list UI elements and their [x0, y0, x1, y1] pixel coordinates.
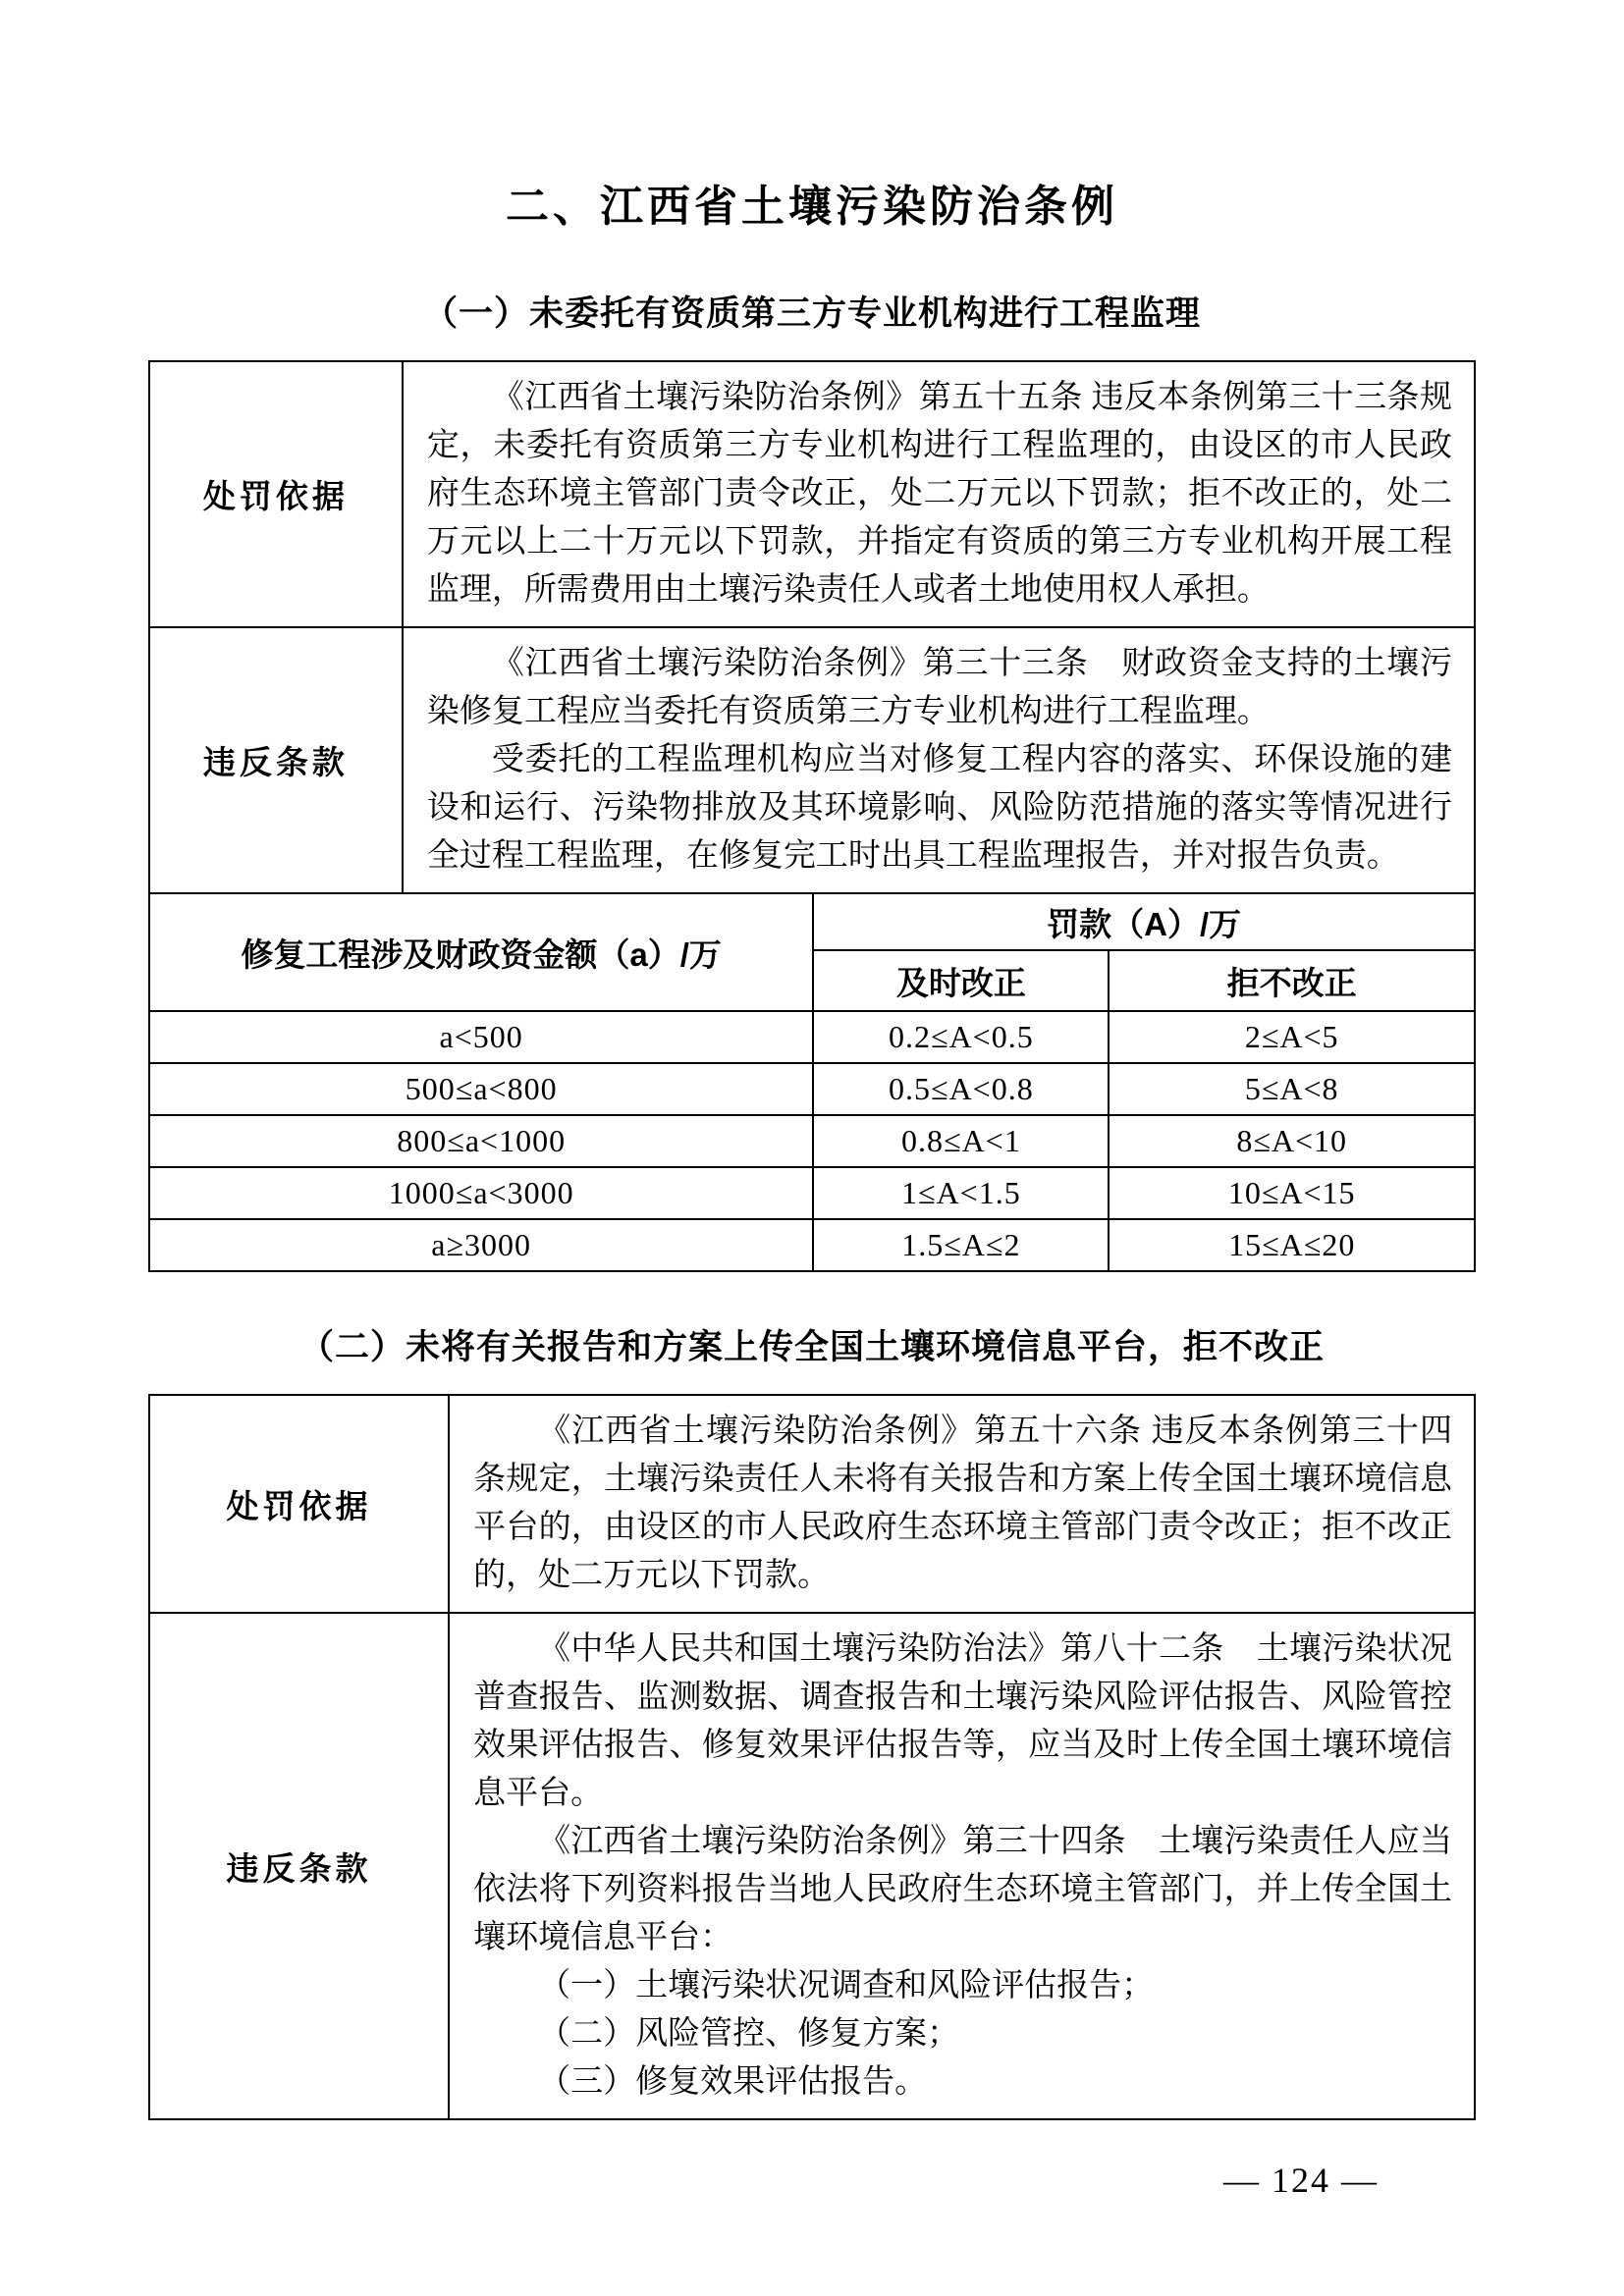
- section2-info-table: [148, 1394, 1476, 2120]
- fine-table-row: [149, 1115, 1475, 1167]
- funds-range: 500≤a<800: [149, 1063, 813, 1115]
- funds-range: a≥3000: [149, 1219, 813, 1271]
- fine-timely: 0.5≤A<0.8: [813, 1063, 1109, 1115]
- paragraph: 《江西省土壤污染防治条例》第三十三条 财政资金支持的土壤污染修复工程应当委托有资质第三方专业机构进行工程监理。: [426, 646, 1452, 729]
- fine-refuse: 5≤A<8: [1109, 1063, 1475, 1115]
- row-label-penalty-basis: 处罚依据: [149, 361, 403, 627]
- page-number: — 124 —: [1223, 2161, 1379, 2200]
- funds-range: a<500: [149, 1011, 813, 1063]
- row-label-violated-clause: 违反条款: [149, 1613, 449, 2119]
- fine-refuse: 15≤A≤20: [1109, 1219, 1475, 1271]
- fine-refuse: 10≤A<15: [1109, 1167, 1475, 1219]
- fine-timely: 0.8≤A<1: [813, 1115, 1109, 1167]
- fine-col-funds-header: 修复工程涉及财政资金额（a）/万: [149, 893, 813, 1011]
- table-row-violated-clause: [149, 627, 1475, 893]
- fine-timely: 1.5≤A≤2: [813, 1219, 1109, 1271]
- penalty-basis-content: [449, 1395, 1475, 1613]
- paragraph: 《中华人民共和国土壤污染防治法》第八十二条 土壤污染状况普查报告、监测数据、调查报告和土壤污染风险评估报告、风险管控效果评估报告、修复效果评估报告等，应当及时上传全国土壤环境信息平台。: [473, 1631, 1452, 1811]
- paragraph: 《江西省土壤污染防治条例》第五十五条 违反本条例第三十三条规定，未委托有资质第三方专业机构进行工程监理的，由设区的市人民政府生态环境主管部门责令改正，处二万元以下罚款；拒不改正的，处二万元以上二十万元以下罚款，并指定有资质的第三方专业机构开展工程监理，所需费用由土壤污染责任人或者土地使用权人承担。: [426, 380, 1452, 608]
- paragraph: 《江西省土壤污染防治条例》第三十四条 土壤污染责任人应当依法将下列资料报告当地人民政府生态环境主管部门，并上传全国土壤环境信息平台：: [473, 1824, 1452, 1955]
- page-footer: [0, 2160, 1624, 2201]
- table-row-penalty-basis: [149, 361, 1475, 627]
- funds-range: 800≤a<1000: [149, 1115, 813, 1167]
- fine-table-header-row: [149, 893, 1475, 950]
- fine-table-row: [149, 1219, 1475, 1271]
- fine-timely: 1≤A<1.5: [813, 1167, 1109, 1219]
- row-label-violated-clause: 违反条款: [149, 627, 403, 893]
- page-title: 二、江西省土壤污染防治条例: [506, 183, 1118, 231]
- fine-table-row: [149, 1011, 1475, 1063]
- violated-clause-content: [449, 1613, 1475, 2119]
- penalty-basis-content: [403, 361, 1475, 627]
- list-item: （一）土壤污染状况调查和风险评估报告；: [538, 1968, 1155, 2003]
- violated-clause-content: [403, 627, 1475, 893]
- fine-col-timely-header: 及时改正: [813, 950, 1109, 1011]
- paragraph: 《江西省土壤污染防治条例》第五十六条 违反本条例第三十四条规定，土壤污染责任人未将有关报告和方案上传全国土壤环境信息平台的，由设区的市人民政府生态环境主管部门责令改正；拒不改正的，处二万元以下罚款。: [473, 1414, 1452, 1593]
- fine-amount-table: [148, 892, 1476, 1272]
- section2-heading: （二）未将有关报告和方案上传全国土壤环境信息平台，拒不改正: [298, 1328, 1325, 1366]
- fine-timely: 0.2≤A<0.5: [813, 1011, 1109, 1063]
- list-item: （二）风险管控、修复方案；: [538, 2016, 960, 2052]
- fine-refuse: 8≤A<10: [1109, 1115, 1475, 1167]
- table-row-violated-clause: [149, 1613, 1475, 2119]
- fine-col-refuse-header: 拒不改正: [1109, 950, 1475, 1011]
- funds-range: 1000≤a<3000: [149, 1167, 813, 1219]
- row-label-penalty-basis: 处罚依据: [149, 1395, 449, 1613]
- table-row-penalty-basis: [149, 1395, 1475, 1613]
- section1-info-table: [148, 360, 1476, 894]
- fine-span-header: 罚款（A）/万: [813, 893, 1475, 950]
- paragraph: 受委托的工程监理机构应当对修复工程内容的落实、环保设施的建设和运行、污染物排放及其环境影响、风险防范措施的落实等情况进行全过程工程监理，在修复完工时出具工程监理报告，并对报告负责。: [426, 742, 1452, 874]
- list-item: （三）修复效果评估报告。: [538, 2064, 928, 2100]
- page-content: [148, 180, 1476, 2120]
- fine-table-row: [149, 1063, 1475, 1115]
- section1-heading: （一）未委托有资质第三方专业机构进行工程监理: [422, 294, 1201, 333]
- fine-table-row: [149, 1167, 1475, 1219]
- fine-refuse: 2≤A<5: [1109, 1011, 1475, 1063]
